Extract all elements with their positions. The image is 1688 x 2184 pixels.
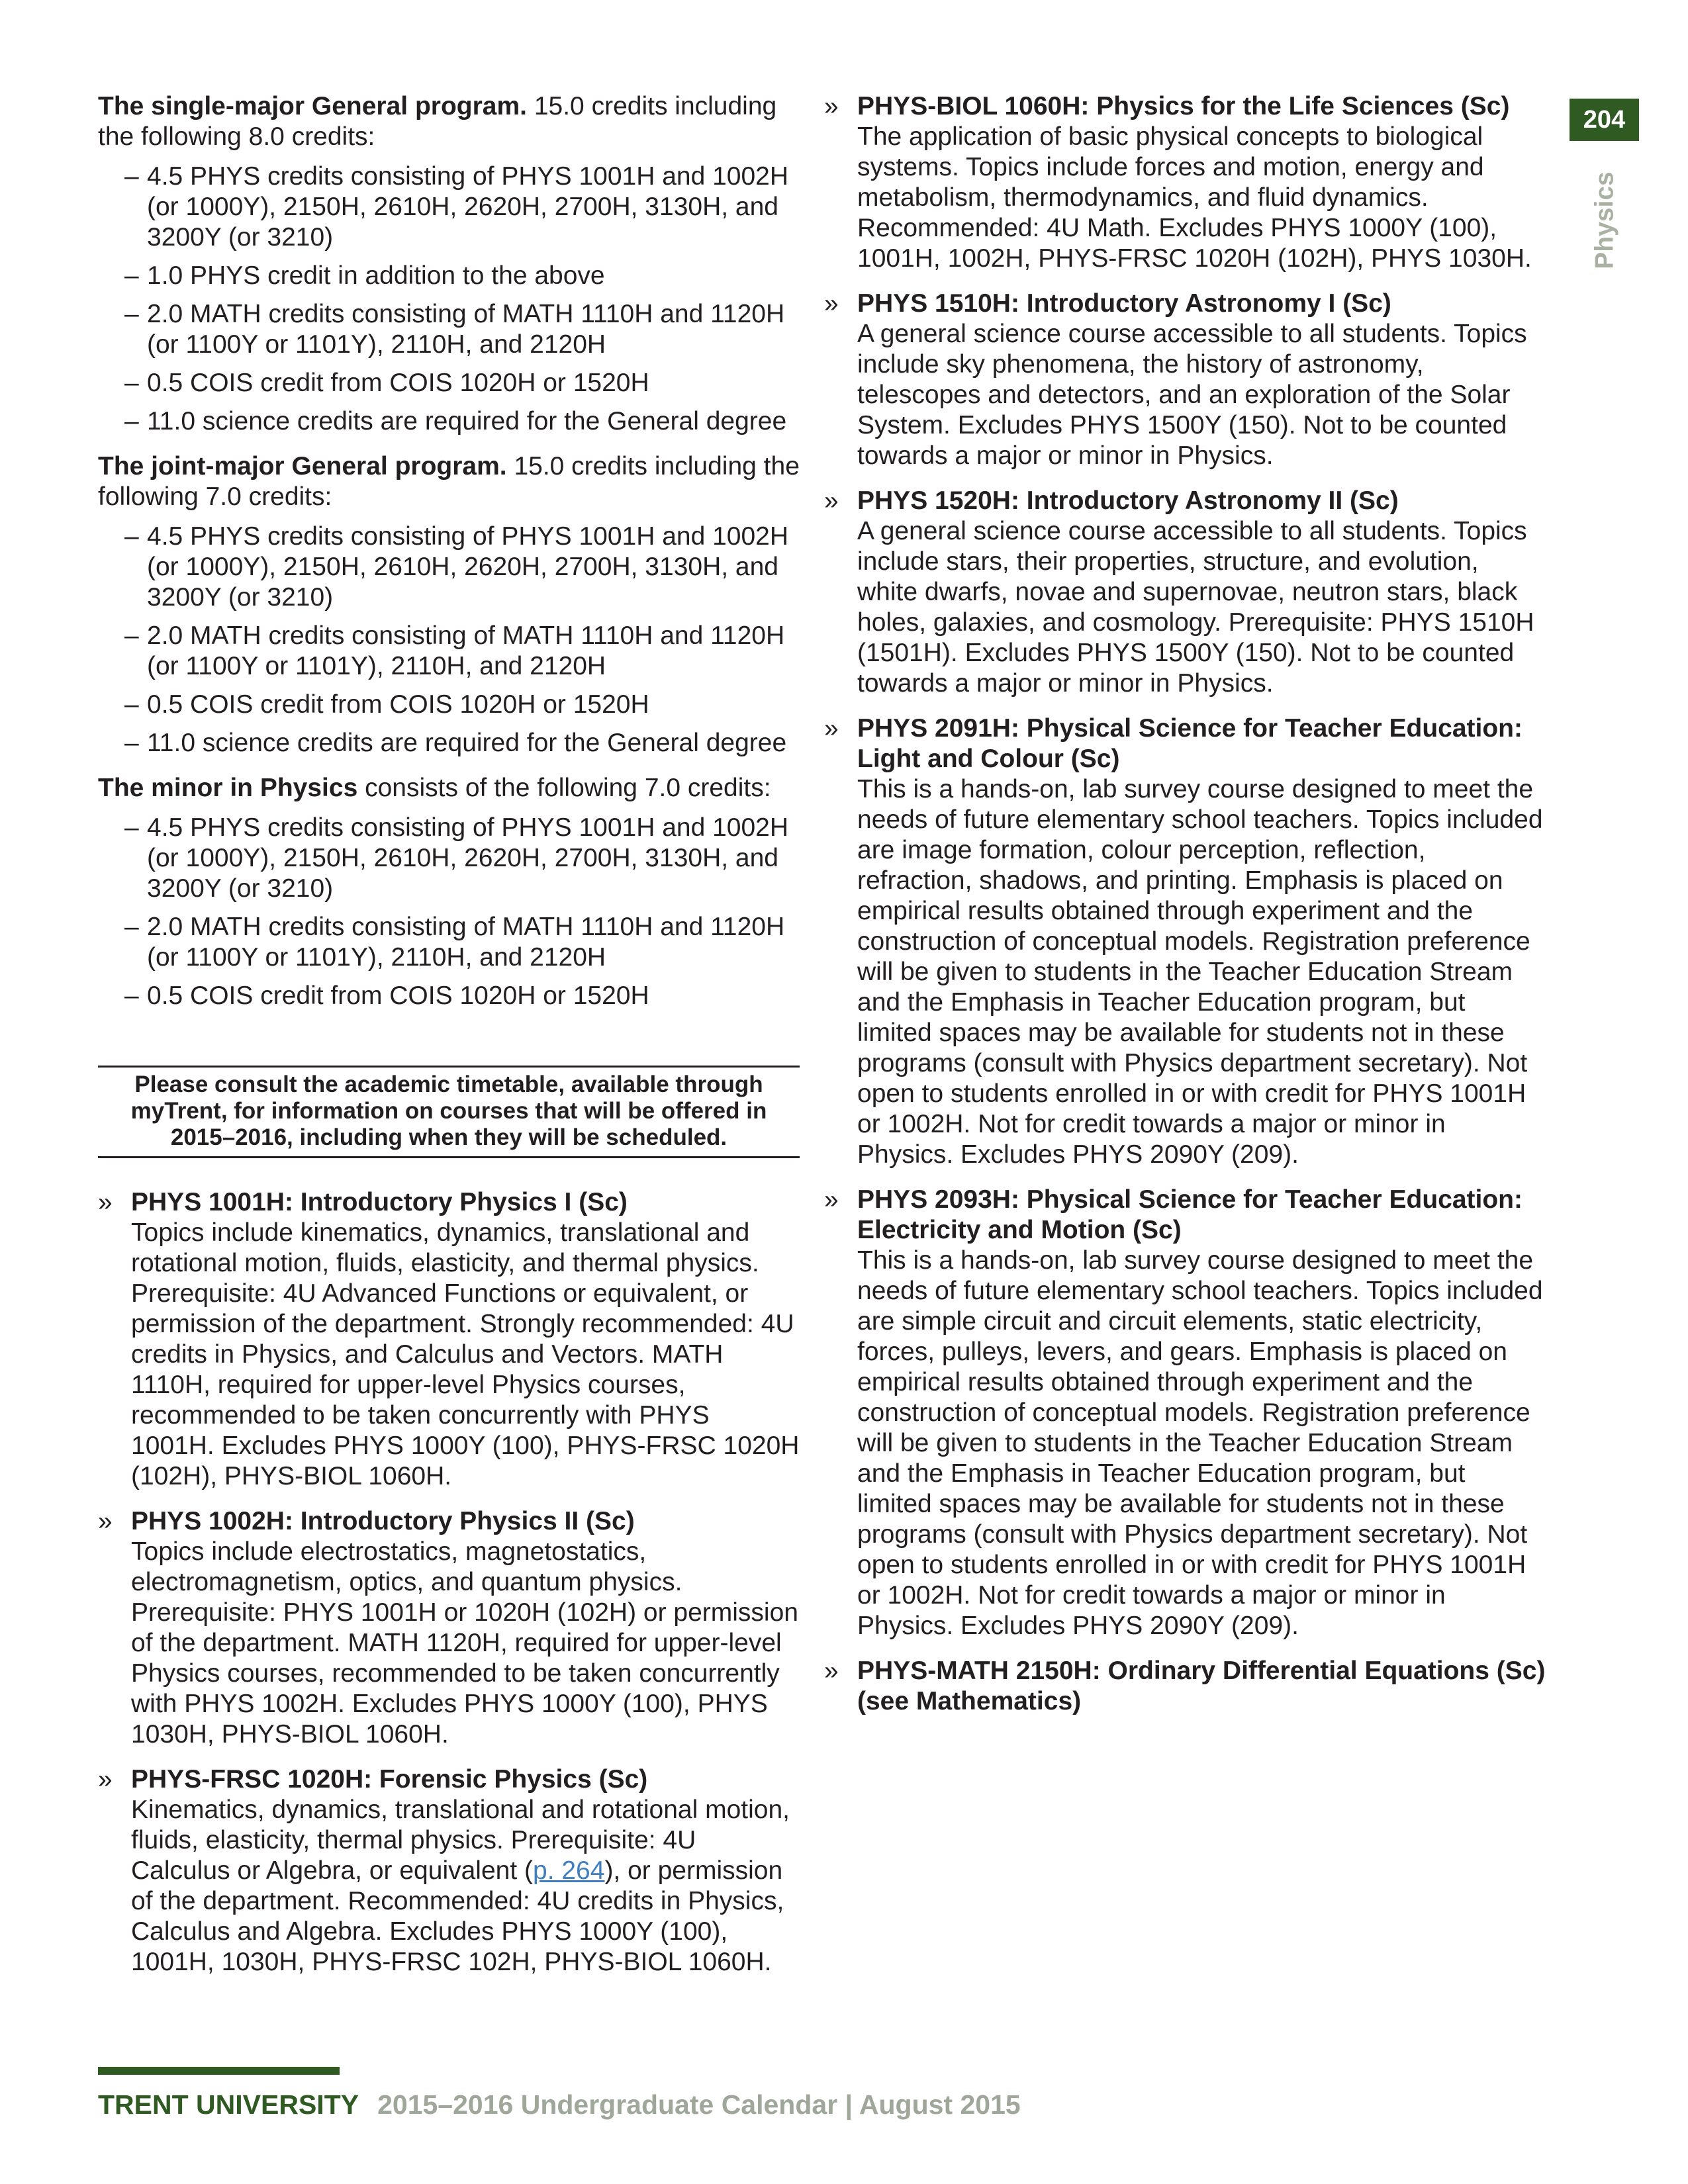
- program-text: 15.0 credits including the following 7.0 credits:: [98, 452, 800, 511]
- course-title: PHYS-FRSC 1020H: Forensic Physics (Sc): [131, 1765, 648, 1794]
- course-title: PHYS 1510H: Introductory Astronomy I (Sc): [857, 289, 1391, 318]
- requirement-item: – 4.5 PHYS credits consisting of PHYS 1001H and 1002H (or 1000Y), 2150H, 2610H, 2620H, 2700H, 3130H, and 3200Y (or 3210): [124, 161, 800, 253]
- chevron-right-icon: »: [824, 486, 839, 515]
- requirement-item: – 2.0 MATH credits consisting of MATH 1110H and 1120H (or 1100Y or 1101Y), 2110H, and 2120H: [124, 299, 800, 360]
- course-description: Topics include kinematics, dynamics, translational and rotational motion, fluids, elasticity, and thermal physics. Prerequisite: 4U Advanced Functions or equivalent, or permission of the department. Strongly recommended: 4U credits in Physics, and Calculus and Vectors. MATH 1110H, required for upper-level Physics courses, recommended to be taken concurrently with PHYS 1001H. Excludes PHYS 1000Y (100), PHYS-FRSC 1020H (102H), PHYS-BIOL 1060H.: [131, 1218, 800, 1490]
- program-requirements: [98, 813, 800, 1011]
- requirement-item: – 0.5 COIS credit from COIS 1020H or 1520H: [124, 981, 800, 1011]
- program-heading: [98, 451, 800, 512]
- course-description: [131, 1795, 800, 1978]
- program-minor: [98, 773, 800, 1011]
- requirement-item: – 2.0 MATH credits consisting of MATH 1110H and 1120H (or 1100Y or 1101Y), 2110H, and 2120H: [124, 912, 800, 973]
- program-text: 15.0 credits including the following 8.0 credits:: [98, 92, 777, 151]
- course-entry: [824, 289, 1546, 471]
- course-entry: [824, 1185, 1546, 1641]
- program-heading: [98, 773, 800, 803]
- footer-university: TRENT UNIVERSITY: [98, 2089, 359, 2120]
- course-description: The application of basic physical concepts to biological systems. Topics include forces and motion, energy and metabolism, thermodynamics, and fluid dynamics. Recommended: 4U Math. Excludes PHYS 1000Y (100), 1001H, 1002H, PHYS-FRSC 1020H (102H), PHYS 1030H.: [857, 122, 1532, 273]
- course-description: This is a hands-on, lab survey course designed to meet the needs of future elementary school teachers. Topics included are simple circuit and circuit elements, static electricity, forces, pulleys, levers, and gears. Emphasis is placed on empirical results obtained through experiment and the construction of conceptual models. Registration preference will be given to students in the Teacher Education Stream and the Emphasis in Teacher Education program, but limited spaces may be available for students not in these programs (consult with Physics department secretary). Not open to students enrolled in or with credit for PHYS 1001H or 1002H. Not for credit towards a major or minor in Physics. Excludes PHYS 2090Y (209).: [857, 1246, 1543, 1640]
- section-tab-label: Physics: [1591, 171, 1619, 269]
- course-title: PHYS 1002H: Introductory Physics II (Sc): [131, 1507, 635, 1535]
- requirement-item: – 4.5 PHYS credits consisting of PHYS 1001H and 1002H (or 1000Y), 2150H, 2610H, 2620H, 2700H, 3130H, and 3200Y (or 3210): [124, 813, 800, 904]
- requirement-item: – 0.5 COIS credit from COIS 1020H or 1520H: [124, 368, 800, 398]
- chevron-right-icon: »: [824, 1185, 839, 1214]
- program-title: The single-major General program.: [98, 92, 527, 120]
- footer-rule: [98, 2067, 340, 2075]
- page-reference-link[interactable]: p. 264: [533, 1856, 605, 1885]
- course-title: PHYS-BIOL 1060H: Physics for the Life Sciences (Sc): [857, 92, 1510, 120]
- left-column: [98, 91, 800, 1992]
- chevron-right-icon: »: [98, 1765, 113, 1794]
- section-tab: [1579, 171, 1632, 270]
- page-number: 204: [1570, 99, 1639, 141]
- chevron-right-icon: »: [98, 1507, 113, 1535]
- requirement-item: – 11.0 science credits are required for the General degree: [124, 728, 800, 758]
- program-requirements: [98, 522, 800, 758]
- requirement-item: – 2.0 MATH credits consisting of MATH 1110H and 1120H (or 1100Y or 1101Y), 2110H, and 2120H: [124, 621, 800, 682]
- course-title: PHYS 1520H: Introductory Astronomy II (Sc): [857, 486, 1399, 515]
- program-text: consists of the following 7.0 credits:: [357, 774, 771, 802]
- program-single-major: [98, 91, 800, 437]
- chevron-right-icon: »: [98, 1188, 113, 1216]
- requirement-item: – 1.0 PHYS credit in addition to the above: [124, 261, 800, 291]
- course-description: A general science course accessible to all students. Topics include sky phenomena, the history of astronomy, telescopes and detectors, and an exploration of the Solar System. Excludes PHYS 1500Y (150). Not to be counted towards a major or minor in Physics.: [857, 320, 1527, 470]
- chevron-right-icon: »: [824, 92, 839, 120]
- course-entry: [824, 486, 1546, 699]
- course-entry: [824, 713, 1546, 1170]
- requirement-item: – 0.5 COIS credit from COIS 1020H or 1520H: [124, 690, 800, 720]
- program-requirements: [98, 161, 800, 437]
- chevron-right-icon: »: [824, 289, 839, 318]
- right-column: [824, 91, 1546, 1731]
- program-heading: [98, 91, 800, 152]
- program-title: The joint-major General program.: [98, 452, 507, 480]
- program-joint-major: [98, 451, 800, 758]
- footer-calendar: 2015–2016 Undergraduate Calendar | August 2015: [377, 2089, 1021, 2120]
- course-entry: [98, 1187, 800, 1492]
- timetable-notice: Please consult the academic timetable, available through myTrent, for information on courses that will be offered in 2015–2016, including when they will be scheduled.: [98, 1066, 800, 1158]
- requirement-item: – 4.5 PHYS credits consisting of PHYS 1001H and 1002H (or 1000Y), 2150H, 2610H, 2620H, 2700H, 3130H, and 3200Y (or 3210): [124, 522, 800, 613]
- course-title: PHYS 2093H: Physical Science for Teacher Education: Electricity and Motion (Sc): [857, 1185, 1523, 1244]
- course-description: Topics include electrostatics, magnetostatics, electromagnetism, optics, and quantum physics. Prerequisite: PHYS 1001H or 1020H (102H) or permission of the department. MATH 1120H, required for upper-level Physics courses, recommended to be taken concurrently with PHYS 1002H. Excludes PHYS 1000Y (100), PHYS 1030H, PHYS-BIOL 1060H.: [131, 1537, 798, 1749]
- course-entry: [98, 1764, 800, 1978]
- page-footer: [98, 2088, 1021, 2121]
- chevron-right-icon: »: [824, 1657, 839, 1685]
- course-description-text: Kinematics, dynamics, translational and rotational motion, fluids, elasticity, thermal physics. Prerequisite: 4U Calculus or Algebra, or equivalent (: [131, 1796, 790, 1885]
- course-title: PHYS 2091H: Physical Science for Teacher Education: Light and Colour (Sc): [857, 714, 1523, 773]
- course-description: A general science course accessible to all students. Topics include stars, their properties, structure, and evolution, white dwarfs, novae and supernovae, neutron stars, black holes, galaxies, and cosmology. Prerequisite: PHYS 1510H (1501H). Excludes PHYS 1500Y (150). Not to be counted towards a major or minor in Physics.: [857, 517, 1534, 698]
- course-entry: [98, 1506, 800, 1750]
- requirement-item: – 11.0 science credits are required for the General degree: [124, 406, 800, 437]
- course-title: PHYS 1001H: Introductory Physics I (Sc): [131, 1188, 628, 1216]
- course-entry: [824, 1656, 1546, 1717]
- course-description-text: ), or permission of the department. Recommended: 4U credits in Physics, Calculus and Algebra. Excludes PHYS 1000Y (100), 1001H, 1030H, PHYS-FRSC 102H, PHYS-BIOL 1060H.: [131, 1856, 784, 1976]
- course-description: This is a hands-on, lab survey course designed to meet the needs of future elementary school teachers. Topics included are image formation, colour perception, reflection, refraction, shadows, and printing. Emphasis is placed on empirical results obtained through experiment and the construction of conceptual models. Registration preference will be given to students in the Teacher Education Stream and the Emphasis in Teacher Education program, but limited spaces may be available for students not in these programs (consult with Physics department secretary). Not open to students enrolled in or with credit for PHYS 1001H or 1002H. Not for credit towards a major or minor in Physics. Excludes PHYS 2090Y (209).: [857, 775, 1543, 1169]
- course-title: PHYS-MATH 2150H: Ordinary Differential Equations (Sc) (see Mathematics): [857, 1657, 1546, 1715]
- chevron-right-icon: »: [824, 714, 839, 743]
- program-title: The minor in Physics: [98, 774, 358, 802]
- course-entry: [824, 91, 1546, 274]
